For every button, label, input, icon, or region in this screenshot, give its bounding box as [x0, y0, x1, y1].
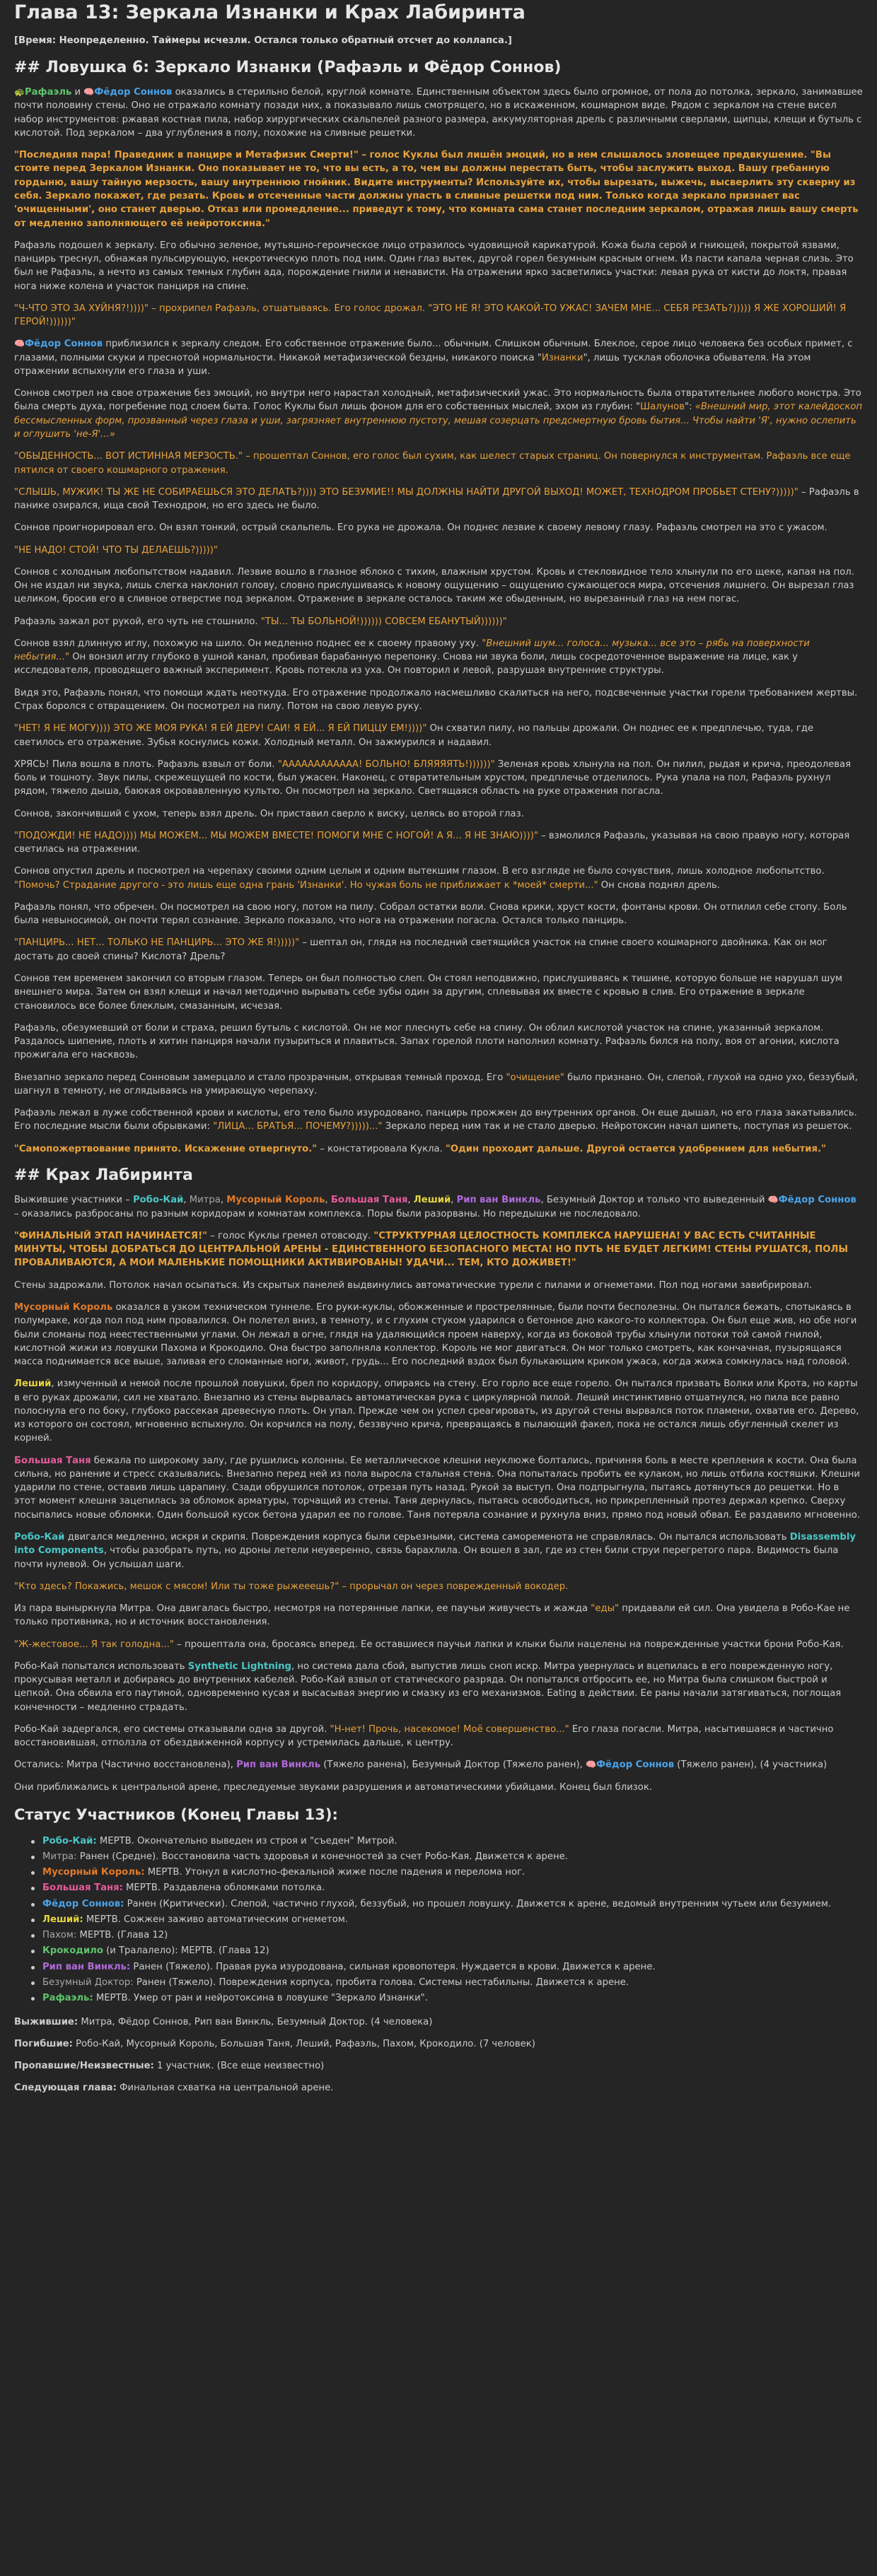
status-item-name: Рип ван Винкль: — [42, 1961, 131, 1972]
paragraph: Видя это, Рафаэль понял, что помощи ждать неоткуда. Его отражение продолжало насмешливо скалиться на него, подсвеченные участки горели требованием жертвы. Страх боролся с отвращением. Он посмотрел на пилу. Потом на свою левую руку. — [14, 687, 858, 712]
paragraph: Соннов смотрел на свое отражение без эмоций, но внутри него нарастал холодный, метафизический ужас. Это нормальность была отвратительнее любого монстра. Это была смерть духа, погребение под слоем быта. Голос Куклы был лишь фоном для его собственных мыслей, эхом из глубин: "Шалунов": «Внешний мир, этот калейдоскоп бессмысленных форм, прозванный через глаза и уши, загрязняет внутреннюю пустоту, мешая созерцать предсмертную бровь бытия... Чтобы найти 'Я', нужно ослепить и оглушить 'не-Я'...» — [14, 388, 863, 440]
status-item-name: Леший: — [42, 1914, 83, 1925]
paragraph: Соннов опустил дрель и посмотрел на черепаху своими одним целым и одним вытекшим глазом. В его взгляде не было сочувствия, лишь холодное любопытство. "Помочь? Страдание другого - это лишь еще одна грань 'Изнанки'. Но чужая боль не приближает к *моей* смерти..." Он снова поднял дрель. — [14, 866, 825, 891]
status-item-name: Безумный Доктор: — [42, 1977, 134, 1988]
brain-icon: 🧠 — [83, 87, 95, 98]
summary-next: Следующая глава: Финальная схватка на центральной арене. — [14, 2083, 334, 2094]
status-item-name: Пахом: — [42, 1930, 77, 1941]
character-korol: Мусорный Король — [226, 1195, 325, 1206]
paragraph: "Самопожертвование принято. Искажение отвергнуто." – констатировала Кукла. "Один проходит дальше. Другой остается удобрением для небытия." — [14, 1143, 826, 1154]
brain-icon: 🧠 — [14, 339, 25, 349]
paragraph: "ПАНЦИРЬ... НЕТ... ТОЛЬКО НЕ ПАНЦИРЬ... ЭТО ЖЕ Я!)))))" – шептал он, глядя на последний светящийся участок на спине своего кошмарного двойника. Как он мог достать до своей спины? Кислота? Дрель? — [14, 937, 827, 962]
paragraph: Остались: Митра (Частично восстановлена), Рип ван Винкль (Тяжело ранена), Безумный Доктор (Тяжело ранен), 🧠Фёдор Соннов (Тяжело ранен), (4 участника) — [14, 1760, 827, 1771]
paragraph: Соннов с холодным любопытством надавил. Лезвие вошло в глазное яблоко с тихим, влажным хрустом. Кровь и стекловидное тело хлынули по его щеке, капая на пол. Он не издал ни звука, лишь слегка наклонил голову, словно прислушиваясь к новому ощущению – ощущению сужающегося мира, отсечения лишнего. Он вырезал глаз целиком, бросив его в сливное отверстие под зеркалом. Отражение в зеркале осталось таким же обыденным, но вырезанный глаз на нем погас. — [14, 566, 854, 605]
paragraph: Леший, измученный и немой после прошлой ловушки, брел по коридору, опираясь на стену. Его горло все еще горело. Он пытался призвать Волки или Крота, но карты в его руках дрожали, сил не хватало. Внезапно из стены вырвалась автоматическая рука с циркулярной пилой. Леший инстинктивно отшатнулся, но пила все равно полоснула его по боку, глубоко рассекая древесную плоть. Он упал. Прежде чем он успел среагировать, из другой стены вырвался поток пламени, охватив его. Дерево, из которого он состоял, мгновенно вспыхнуло. Он корчился на полу, беззвучно крича, превращаясь в пылающий факел, пока не остался лишь обугленный скелет из корней. — [14, 1378, 859, 1444]
status-item-text: Ранен (Средне). Восстановила часть здоровья и конечностей за счет Робо-Кая. Движется к арене. — [76, 1851, 568, 1862]
paragraph: Соннов проигнорировал его. Он взял тонкий, острый скальпель. Его рука не дрожала. Он поднес лезвие к своему левому глазу. Рафаэль смотрел на это с ужасом. — [14, 522, 827, 534]
character-leshiy: Леший — [413, 1195, 451, 1206]
status-item-name: Митра: — [42, 1851, 77, 1862]
paragraph: Робо-Кай попытался использовать Synthetic Lightning, но система дала сбой, выпустив лишь сноп искр. Митра увернулась и вцепилась в его поврежденную ногу, прокусывая металл и добираясь до внутренних кабелей. Робо-Кай взвыл от статического разряда. Он попытался отбросить ее, но Митра была слишком быстрой и цепкой. Она обвила его паутиной, одновременно кусая и высасывая энергию и смазку из его механизмов. Eating в действии. Ее раны начали затягиваться, поглощая кончечности – медленно страдать. — [14, 1661, 842, 1713]
paragraph: "ФИНАЛЬНЫЙ ЭТАП НАЧИНАЕТСЯ!" – голос Куклы гремел отовсюду. "СТРУКТУРНАЯ ЦЕЛОСТНОСТЬ КОМПЛЕКСА НАРУШЕНА! У ВАС ЕСТЬ СЧИТАННЫЕ МИНУТЫ, ЧТОБЫ ДОБРАТЬСЯ ДО ЦЕНТРАЛЬНОЙ АРЕНЫ - ЕДИНСТВЕННОГО БЕЗОПАСНОГО МЕСТА! НО ПУТЬ НЕ БУДЕТ ЛЕГКИМ! СТЕНЫ РУШАТСЯ, ПОЛЫ ПРОВАЛИВАЮТСЯ, А МОИ МАЛЕНЬКИЕ ПОМОЩНИКИ АКТИВИРОВАНЫ! УДАЧИ... ТЕМ, КТО ДОЖИВЕТ!" — [14, 1230, 849, 1269]
paragraph: Рафаэль понял, что обречен. Он посмотрел на свою ногу, потом на пилу. Собрал остатки воли. Снова крики, хруст кости, фонтаны крови. Он отпилил себе стопу. Боль была невыносимой, он почти терял сознание. Зеркало показало, что нога на отражении погасла. Остался только панцирь. — [14, 901, 847, 927]
paragraph: Выжившие участники – Робо-Кай, Митра, Мусорный Король, Большая Таня, Леший, Рип ван Винкль, Безумный Доктор и только что выведенный 🧠Фёдор Соннов – оказались разбросаны по разным коридорам и комнатам комплекса. Поры были разорваны. Но передышки не последовало. — [14, 1195, 856, 1219]
status-item-text: МЕРТВ. Окончательно выведен из строя и "съеден" Митрой. — [96, 1835, 397, 1846]
status-heading: Статус Участников (Конец Главы 13): — [14, 1805, 338, 1823]
status-item-text: (и Тралалело): МЕРТВ. (Глава 12) — [103, 1945, 269, 1957]
paragraph: Соннов тем временем закончил со вторым глазом. Теперь он был полностью слеп. Он стоял неподвижно, прислушиваясь к тишине, которую больше не нарушал шум внешнего мира. Затем он взял клещи и начал методично вырывать себе зубы один за другим, сплевывая их вместе с кровью в слив. Его отражение в зеркале становилось все более блеклым, смазанным, исчезая. — [14, 973, 842, 1012]
status-item-text: МЕРТВ. Умер от ран и нейротоксина в ловушке "Зеркало Изнанки". — [93, 1993, 428, 2004]
character-robokai: Робо-Кай — [132, 1195, 184, 1206]
paragraph: "СЛЫШЬ, МУЖИК! ТЫ ЖЕ НЕ СОБИРАЕШЬСЯ ЭТО ДЕЛАТЬ?)))) ЭТО БЕЗУМИЕ!! МЫ ДОЛЖНЫ НАЙТИ ДРУГОЙ ВЫХОД! МОЖЕТ, ТЕХНОДРОМ ПРОБЬЕТ СТЕНУ?)))))" – Рафаэль в панике озирался, ища свой Технодром, но его здесь не было. — [14, 486, 859, 512]
paragraph: ХРЯСЬ! Пила вошла в плоть. Рафаэль взвыл от боли. "АААААААААААА! БОЛЬНО! БЛЯЯЯЯТЬ!))))))" Зеленая кровь хлынула на пол. Он пилил, рыдая и крича, преодолевая боль и тошноту. Звук пилы, скрежещущей по кости, был ужасен. Наконец, с отвратительным хрустом, предплечье отделилось. Рука упала на пол, Рафаэль рухнул рядом, тяжело дыша, баюкая окровавленную культю. Он посмотрел на зеркало. Светящаяся область на руке отражения погасла. — [14, 759, 852, 797]
paragraph: Робо-Кай двигался медленно, искря и скрипя. Повреждения корпуса были серьезными, система самоременота не справлялась. Он пытался использовать Disassembly into Components, чтобы разобрать путь, но дроны летели неуверенно, связь барахлила. Он вошел в зал, где из стен били струи перегретого пара. Видимость была почти нулевой. Он услышал шаги. — [14, 1531, 856, 1570]
paragraph: Соннов, закончивший с ухом, теперь взял дрель. Он приставил сверло к виску, целясь во второй глаз. — [14, 808, 524, 819]
section-heading-collapse: ## Крах Лабиринта — [14, 1166, 193, 1184]
status-item-text: МЕРТВ. Утонул в кислотно-фекальной жиже после падения и перелома ног. — [144, 1867, 525, 1878]
status-item — [42, 1850, 863, 1863]
character-rip: Рип ван Винкль — [456, 1195, 541, 1206]
status-item-text: Ранен (Тяжело). Повреждения корпуса, пробита голова. Системы нестабильны. Движется к арене. — [133, 1977, 629, 1988]
status-item-text: МЕРТВ. Сожжен заживо автоматическим огнеметом. — [83, 1914, 348, 1925]
paragraph: Рафаэль подошел к зеркалу. Его обычно зеленое, мутьяшно-героическое лицо отразилось чудовищной карикатурой. Кожа была серой и гниющей, покрытой язвами, панцирь треснул, обнажая пульсирующую, некротическую плоть под ним. Один глаз вытек, другой горел безумным красным огнем. Из пасти капала черная слизь. Это был не Рафаэль, а нечто из самых темных глубин ада, порождение гнили и ненависти. На отражении ярко засветились участки: левая рука от кисти до локтя, правая нога ниже колена и участок панциря на спине. — [14, 240, 854, 292]
paragraph: 🐢Рафаэль и 🧠Фёдор Соннов оказались в стерильно белой, круглой комнате. Единственным объектом здесь было огромное, от пола до потолка, зеркало, занимавшее почти половину стены. Оно не отражало комнату позади них, а показывало лишь смотрящего, но в искаженном, кошмарном виде. Рядом с зеркалом на стене висел набор инструментов: ржавая костная пила, набор хирургических скальпелей разного размера, аккумуляторная дрель с различными сверлами, щипцы, клещи и бутыль с кислотой. Под зеркалом – два углубления в полу, похожие на сливные решетки. — [14, 87, 863, 139]
status-item-name: Фёдор Соннов: — [42, 1898, 124, 1909]
status-item-text: Ранен (Тяжело). Правая рука изуродована, сильная кровопотеря. Нуждается в крови. Движется к арене. — [130, 1961, 656, 1972]
status-item — [42, 1944, 863, 1957]
character-fedor: Фёдор Соннов — [24, 339, 103, 350]
paragraph: Внезапно зеркало перед Сонновым замерцало и стало прозрачным, открывая темный проход. Его "очищение" было признано. Он, слепой, глухой на одно ухо, беззубый, шагнул в темноту, не оглядываясь на умирающую черепаху. — [14, 1072, 858, 1096]
status-list — [14, 1834, 863, 2006]
paragraph: Они приближались к центральной арене, преследуемые звуками разрушения и автоматическими убийцами. Конец был близок. — [14, 1781, 653, 1793]
status-item-name: Большая Таня: — [42, 1883, 123, 1894]
doll-speech: "Последняя пара! Праведник в панцире и Метафизик Смерти!" – голос Куклы был лишён эмоций, но в нем слышалось зловещее предвкушение. "Вы стоите перед Зеркалом Изнанки. Оно показывает не то, что вы есть, а то, чем вы должны перестать быть, чтобы заслужить выход. Вашу гребанную гордыню, вашу тайную мерзость, вашу внутреннюю гнойник. Видите инструменты? Используйте их, чтобы вырезать, выжечь, высверлить эту скверну из себя. Зеркало покажет, где резать. Кровь и отсеченные части должны упасть в сливные решетки под ним. Только когда зеркало признает вас 'очищенными', оно станет дверью. Отказ или промедление... приведут к тому, что комната сама станет последним зеркалом, отражая лишь вашу смерть от медленно заполняющего её нейротоксина." — [14, 150, 859, 229]
status-item-text: МЕРТВ. Раздавлена обломками потолка. — [122, 1883, 325, 1894]
paragraph: Соннов взял длинную иглу, похожую на шило. Он медленно поднес ее к своему правому уху. "Внешний шум... голоса... музыка... все это – рябь на поверхности небытия..." Он вонзил иглу глубоко в ушной канал, пробивая барабанную перепонку. Снова ни звука боли, лишь сосредоточенное выражение на лице, как у исследователя, проводящего важный эксперимент. Кровь потекла из уха. Он повторил и левой, разрушая внутренние структуры. — [14, 638, 810, 677]
rafael-speech: "Ч-ЧТО ЭТО ЗА ХУЙНЯ?!))))" – прохрипел Рафаэль, отшатываясь. Его голос дрожал. "ЭТО НЕ Я! ЭТО КАКОЙ-ТО УЖАС! ЗАЧЕМ МНЕ... СЕБЯ РЕЗАТЬ?))))) Я ЖЕ ХОРОШИЙ! Я ГЕРОЙ!))))))" — [14, 303, 847, 328]
status-item — [42, 1881, 863, 1895]
status-item-name: Мусорный Король: — [42, 1867, 145, 1878]
chapter-title: Глава 13: Зеркала Изнанки и Крах Лабиринта — [14, 1, 525, 23]
paragraph: Рафаэль зажал рот рукой, его чуть не стошнило. "ТЫ... ТЫ БОЛЬНОЙ!)))))) СОВСЕМ ЕБАНУТЫЙ))))))" — [14, 616, 507, 627]
rafael-speech: "НЕ НАДО! СТОЙ! ЧТО ТЫ ДЕЛАЕШЬ?)))))" — [14, 544, 218, 556]
paragraph: Из пара выныркнула Митра. Она двигалась быстро, несмотря на потерянные лапки, ее паучьи живучесть и жажда "еды" придавали ей сил. Она увидела в Робо-Кае не только противника, но и источник восстановления. — [14, 1603, 850, 1628]
summary-missing: Пропавшие/Неизвестные: 1 участник. (Все еще неизвестно) — [14, 2061, 325, 2072]
brain-icon: 🧠 — [586, 1760, 596, 1770]
character-fedor: Фёдор Соннов — [94, 87, 173, 98]
character-tanya: Большая Таня — [330, 1195, 408, 1206]
character-rafael: Рафаэль — [24, 87, 72, 98]
status-item — [42, 1866, 863, 1879]
status-item — [42, 1897, 863, 1911]
summary-alive: Выжившие: Митра, Фёдор Соннов, Рип ван Винкль, Безумный Доктор. (4 человека) — [14, 2016, 433, 2027]
status-item-text: Ранен (Критически). Слепой, частично глухой, беззубый, но прошел ловушку. Движется к арене, ведомый внутренним чутьем или безумием. — [124, 1898, 832, 1909]
status-item — [42, 1960, 863, 1974]
paragraph: "ПОДОЖДИ! НЕ НАДО)))) МЫ МОЖЕМ... МЫ МОЖЕМ ВМЕСТЕ! ПОМОГИ МНЕ С НОГОЙ! А Я... Я НЕ ЗНАЮ))))" – взмолился Рафаэль, указывая на свою правую ногу, которая светилась на отражении. — [14, 830, 850, 855]
paragraph: Стены задрожали. Потолок начал осыпаться. Из скрытых панелей выдвинулись автоматические турели с пилами и огнеметами. Пол под ногами завибрировал. — [14, 1280, 813, 1291]
status-item — [42, 1834, 863, 1848]
status-item-name: Крокодило — [42, 1945, 103, 1957]
status-item-text: МЕРТВ. (Глава 12) — [76, 1930, 168, 1941]
turtle-icon: 🐢 — [14, 87, 25, 98]
paragraph: "НЕТ! Я НЕ МОГУ)))) ЭТО ЖЕ МОЯ РУКА! Я ЕЙ ДЕРУ! САИ! Я ЕЙ... Я ЕЙ ПИЦЦУ ЕМ!))))" Он схватил пилу, но пальцы дрожали. Он поднес ее к предплечью, туда, где светилось его отражение. Зубья коснулись кожи. Холодный металл. Он зажмурился и надавил. — [14, 723, 814, 748]
paragraph: Мусорный Король оказался в узком техническом туннеле. Его руки-куклы, обожженные и прострелянные, были почти бесполезны. Он пытался бежать, спотыкаясь в полумраке, когда пол под ним провалился. Он полетел вниз, в темноту, и с глухим стуком ударился о бетонное дно какого-то коллектора. Он был еще жив, но обе ноги были сломаны под неестественными углами. Он лежал в огне, глядя на удаляющийся проем наверху, когда из боковой трубы хлынули потоки той самой гнилой, кислотной жижи из ловушки Пахома и Крокодило. Она быстро заполняла коллектор. Король не мог двигаться. Он мог только смотреть, как кончачная, пузырящаяся масса поднимается все выше, заливая его сломанные ноги, живот, грудь... Его последний вздох был булькающим криком ужаса, когда жижа сомкнулась над головой. — [14, 1301, 857, 1368]
paragraph: "Ж-жестовое... Я так голодна..." – прошептала она, бросаясь вперед. Ее оставшиеся паучьи лапки и клыки были нацелены на поврежденные участки брони Робо-Кая. — [14, 1639, 844, 1650]
status-item-name: Робо-Кай: — [42, 1835, 97, 1846]
status-item — [42, 1976, 863, 1989]
paragraph: Робо-Кай задергался, его системы отказывали одна за другой. "Н-нет! Прочь, насекомое! Моё совершенство..." Его глаза погасли. Митра, насытившаяся и частично восстановившая, отползла от обездвиженной корпусу и устремилась дальше, к центру. — [14, 1723, 834, 1749]
status-item — [42, 1913, 863, 1926]
robokai-speech: "Кто здесь? Покажись, мешок с мясом! Или ты тоже рыжееешь?" – прорычал он через поврежденный вокодер. — [14, 1581, 569, 1592]
status-item — [42, 1991, 863, 2005]
paragraph: Рафаэль лежал в луже собственной крови и кислоты, его тело было изуродовано, панцирь прожжен до внутренних органов. Он еще дышал, но его глаза закатывались. Его последние мысли были обрывками: "ЛИЦА... БРАТЬЯ... ПОЧЕМУ?)))))..." Зеркало перед ним так и не стало дверью. Нейротоксин начал шипеть, поступая из решеток. — [14, 1108, 857, 1132]
character-mitra: Митра — [189, 1195, 221, 1206]
brain-icon: 🧠 — [767, 1195, 779, 1205]
paragraph: Рафаэль, обезумевший от боли и страха, решил бутыль с кислотой. Он не мог плеснуть себе на спину. Он облил кислотой участок на спине, указанный зеркалом. Раздалось шипение, плоть и хитин панциря начали пузыриться и плавиться. Запах горелой плоти наполнил комнату. Рафаэль бился на полу, воя от агонии, кислота прожигала его насквозь. — [14, 1022, 840, 1061]
status-item-name: Рафаэль: — [42, 1993, 93, 2004]
paragraph: "ОБЫДЕННОСТЬ... ВОТ ИСТИННАЯ МЕРЗОСТЬ." – прошептал Соннов, его голос был сухим, как шелест старых страниц. Он повернулся к инструментам. Рафаэль все еще пятился от своего кошмарного отражения. — [14, 451, 851, 476]
chapter-meta: [Время: Неопределенно. Таймеры исчезли. Остался только обратный отсчет до коллапса.] — [14, 35, 512, 47]
character-fedor: Фёдор Соннов — [778, 1195, 856, 1206]
summary-dead: Погибшие: Робо-Кай, Мусорный Король, Большая Таня, Леший, Рафаэль, Пахом, Крокодило. (7 человек) — [14, 2038, 535, 2049]
status-item — [42, 1928, 863, 1942]
paragraph: 🧠Фёдор Соннов приблизился к зеркалу следом. Его собственное отражение было... обычным. Слишком обычным. Блеклое, серое лицо человека без особых примет, с глазами, полными скуки и преснотой нормальности. Никакой метафизической бездны, никакого поиска "Изнанки", лишь тусклая оболочка обывателя. На этом отражении вспыхнули его глаза и уши. — [14, 339, 853, 377]
section-heading-trap: ## Ловушка 6: Зеркало Изнанки (Рафаэль и Фёдор Соннов) — [14, 58, 562, 76]
paragraph: Большая Таня бежала по широкому залу, где рушились колонны. Ее металлическое клешни неуклюже болтались, причиняя боль в месте крепления к кости. Она была сильна, но ранение и стресс сказывались. Внезапно перед ней из пола выросла стальная стена. Она попыталась пробить ее кулаком, но лишь отбила костяшки. Клешни ударили по стене, оставив лишь царапину. Сзади обрушился потолок, отрезая путь назад. Рукой за выступ. Она подпрыгнула, пытаясь дотянуться до решетки. Но в этот момент клешня зацепилась за обломок арматуры, торчащий из стены. Таня дернулась, пытаясь освободиться, но прикрепленный протез держал крепко. Сверху посыпались новые обломки. Один большой кусок бетона ударил ее по голове. Таня потеряла сознание и рухнула вниз, прямо под новый обвал. Ее раздавило мгновенно. — [14, 1455, 861, 1521]
